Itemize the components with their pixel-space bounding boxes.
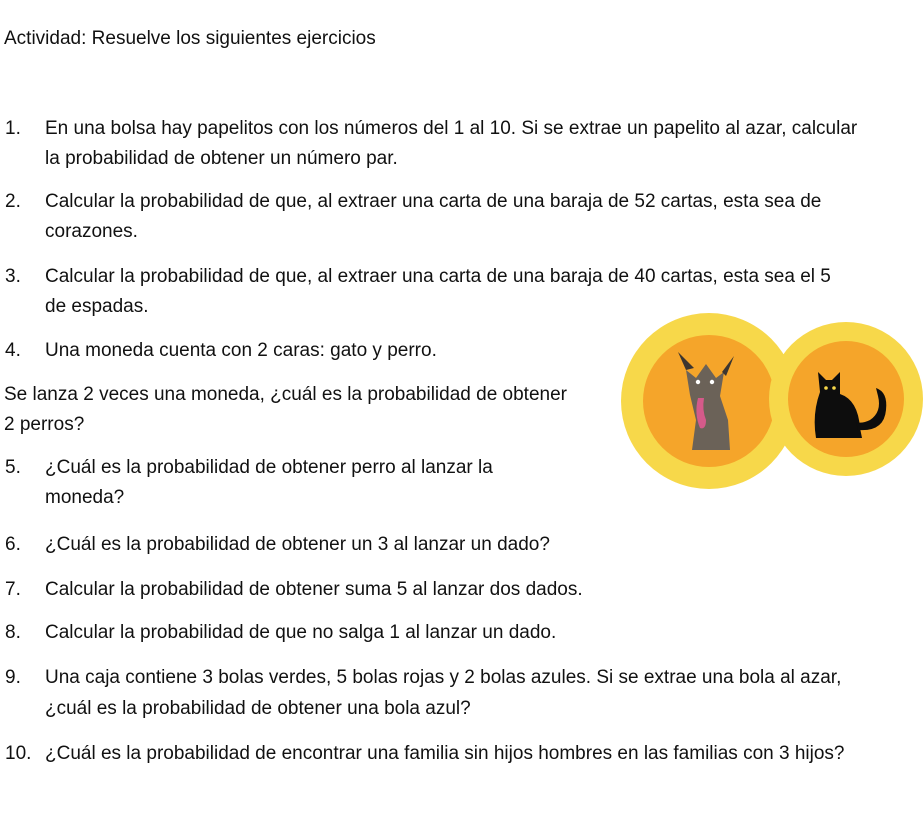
exercise-number: 2.: [5, 191, 21, 212]
exercise-text: Una moneda cuenta con 2 caras: gato y perro.: [45, 340, 437, 361]
exercise-text: Se lanza 2 veces una moneda, ¿cuál es la probabilidad de obtener: [4, 384, 567, 405]
exercise-text: corazones.: [45, 221, 138, 242]
exercise-number: 1.: [5, 118, 21, 139]
exercise-text: Una caja contiene 3 bolas verdes, 5 bolas rojas y 2 bolas azules. Si se extrae una bola al azar,: [45, 667, 842, 688]
exercise-text: En una bolsa hay papelitos con los números del 1 al 10. Si se extrae un papelito al azar, calcular: [45, 118, 858, 139]
exercise-number: 3.: [5, 266, 21, 287]
cat-coin-icon: [769, 322, 923, 476]
exercise-number: 5.: [5, 457, 21, 478]
exercise-text: Calcular la probabilidad de que, al extraer una carta de una baraja de 52 cartas, esta sea de: [45, 191, 822, 212]
exercise-text: ¿cuál es la probabilidad de obtener una bola azul?: [45, 698, 471, 719]
exercise-text: Calcular la probabilidad de que, al extraer una carta de una baraja de 40 cartas, esta sea el 5: [45, 266, 831, 287]
exercise-text: Calcular la probabilidad de que no salga 1 al lanzar un dado.: [45, 622, 557, 643]
exercise-number: 10.: [5, 743, 32, 764]
exercise-text: ¿Cuál es la probabilidad de obtener perro al lanzar la: [45, 457, 493, 478]
exercise-text: ¿Cuál es la probabilidad de obtener un 3 al lanzar un dado?: [45, 534, 550, 555]
exercise-text: 2 perros?: [4, 414, 85, 435]
exercise-text: de espadas.: [45, 296, 149, 317]
dog-coin-icon: [621, 313, 797, 489]
exercise-number: 8.: [5, 622, 21, 643]
page-title: Actividad: Resuelve los siguientes ejercicios: [4, 28, 376, 49]
exercise-number: 9.: [5, 667, 21, 688]
exercise-text: moneda?: [45, 487, 125, 508]
exercise-number: 4.: [5, 340, 21, 361]
exercise-text: ¿Cuál es la probabilidad de encontrar una familia sin hijos hombres en las familias con 3 hijos?: [45, 743, 845, 764]
exercise-text: la probabilidad de obtener un número par.: [45, 148, 398, 169]
exercise-number: 6.: [5, 534, 21, 555]
exercise-text: Calcular la probabilidad de obtener suma 5 al lanzar dos dados.: [45, 579, 583, 600]
exercise-number: 7.: [5, 579, 21, 600]
